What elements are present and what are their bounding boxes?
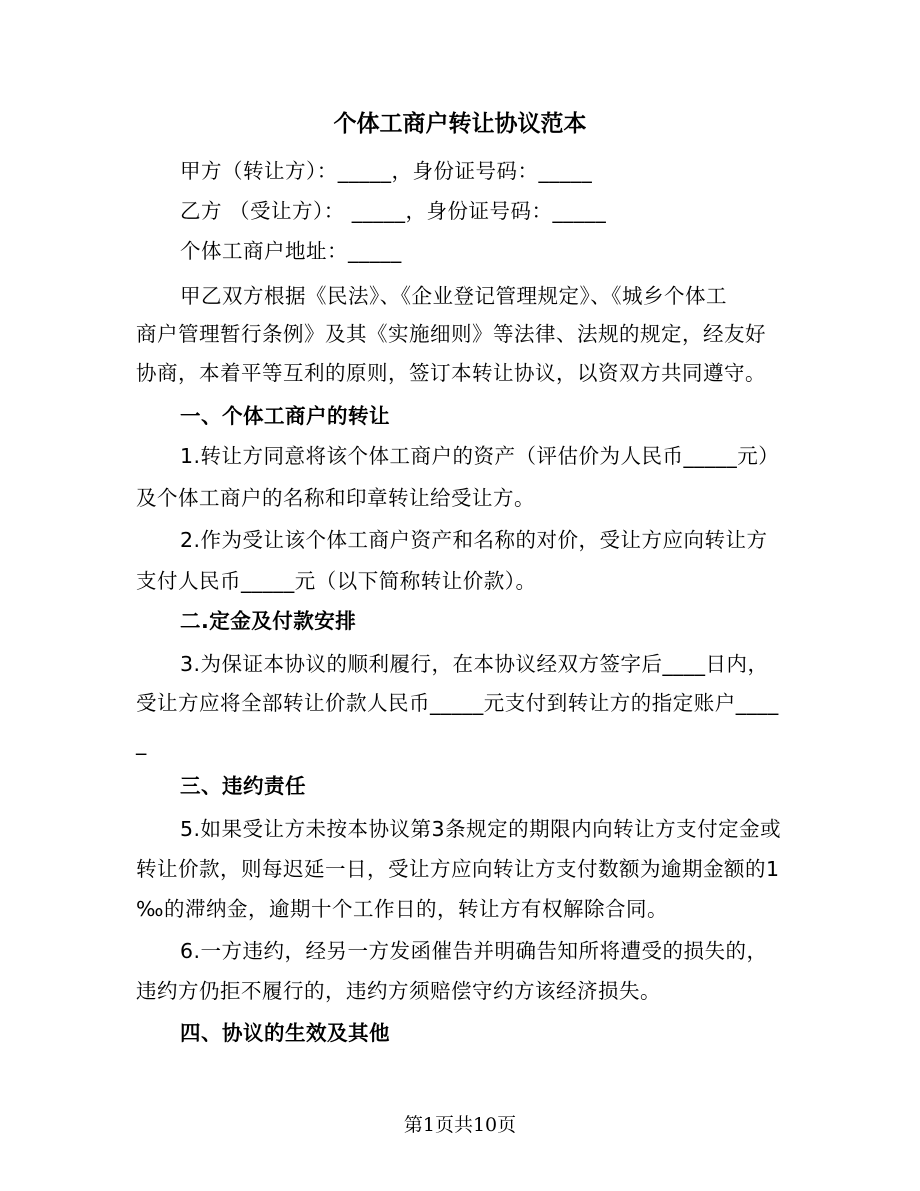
preamble-line: 甲乙双方根据《民法》、《企业登记管理规定》、《城乡个体工: [180, 284, 727, 308]
address-line: 个体工商户地址：_____: [180, 239, 402, 263]
page-number: 第1页共10页: [403, 1114, 517, 1136]
clause-5-line: 5.如果受让方未按本协议第3条规定的期限内向转让方支付定金或: [180, 817, 782, 841]
clause-1-line: 1.转让方同意将该个体工商户的资产（评估价为人民币_____元）: [180, 444, 780, 468]
section-1-heading: 一、个体工商户的转让: [180, 404, 390, 428]
clause-2-line: 2.作为受让该个体工商户资产和名称的对价，受让方应向转让方: [180, 528, 768, 552]
section-2-heading: 二.定金及付款安排: [180, 609, 357, 633]
clause-3-line: 3.为保证本协议的顺利履行，在本协议经双方签字后____日内，: [180, 652, 769, 676]
clause-3-line: 受让方应将全部转让价款人民币_____元支付到转让方的指定账户____: [136, 691, 779, 715]
clause-2-line: 支付人民币_____元（以下简称转让价款）。: [136, 569, 537, 593]
clause-3-line: _: [136, 731, 147, 755]
document-title: 个体工商户转让协议范本: [333, 111, 587, 137]
preamble-line: 协商，本着平等互利的原则，签订本转让协议，以资双方共同遵守。: [136, 361, 766, 385]
clause-6-line: 违约方仍拒不履行的，违约方须赔偿守约方该经济损失。: [136, 979, 661, 1003]
clause-5-line: ‰的滞纳金，逾期十个工作日的，转让方有权解除合同。: [136, 897, 669, 921]
party-b-line: 乙方 （受让方）： _____，身份证号码：_____: [180, 199, 607, 223]
section-4-heading: 四、协议的生效及其他: [180, 1021, 390, 1045]
clause-1-line: 及个体工商户的名称和印章转让给受让方。: [136, 486, 535, 510]
preamble-line: 商户管理暂行条例》及其《实施细则》等法律、法规的规定，经友好: [136, 322, 766, 346]
clause-5-line: 转让价款，则每迟延一日，受让方应向转让方支付数额为逾期金额的1: [136, 857, 780, 881]
clause-6-line: 6.一方违约，经另一方发函催告并明确告知所将遭受的损失的，: [180, 939, 768, 963]
section-3-heading: 三、违约责任: [180, 774, 306, 798]
party-a-line: 甲方（转让方）：_____，身份证号码：_____: [180, 159, 593, 183]
